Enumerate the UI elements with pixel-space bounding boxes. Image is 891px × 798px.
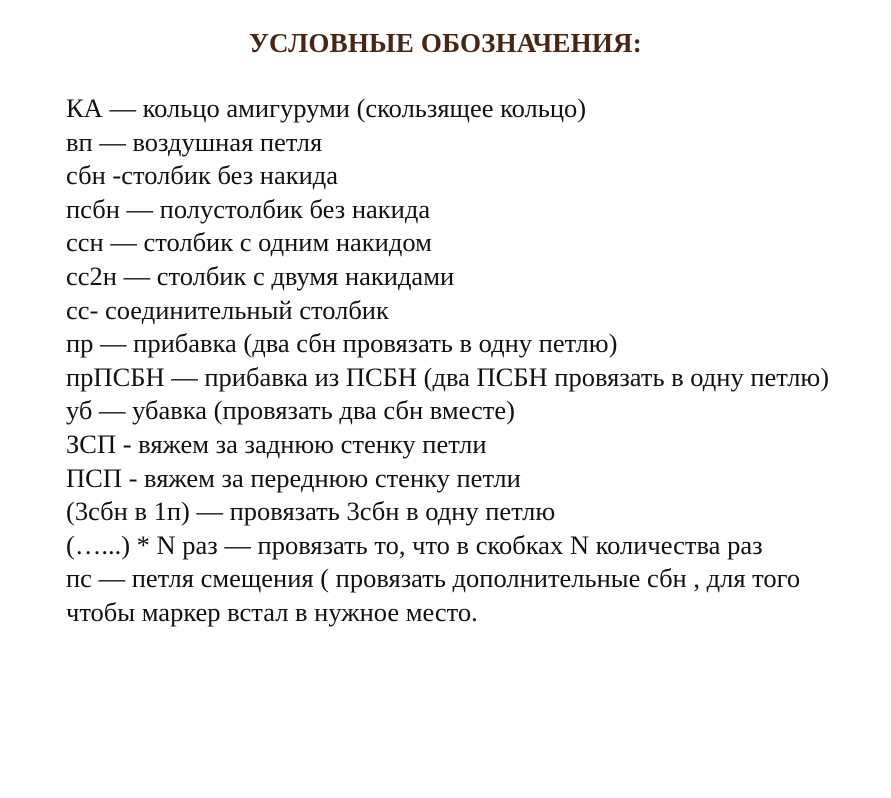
- list-item: КА — кольцо амигуруми (скользящее кольцо): [66, 93, 587, 123]
- list-item: сс2н — столбик с двумя накидами: [66, 260, 455, 291]
- list-item: пс — петля смещения ( провязать дополнительные сбн , для того чтобы маркер встал в нужное место.: [66, 563, 801, 627]
- list-item: сс- соединительный столбик: [66, 294, 389, 325]
- abbreviation-list: [66, 92, 856, 630]
- page-title: УСЛОВНЫЕ ОБОЗНАЧЕНИЯ:: [249, 28, 642, 58]
- list-item: (…...) * N раз — провязать то, что в скобках N количества раз: [66, 529, 763, 560]
- list-item: ссн — столбик с одним накидом: [66, 227, 432, 258]
- list-item: вп — воздушная петля: [66, 126, 323, 157]
- list-item: (3сбн в 1п) — провязать 3сбн в одну петлю: [66, 496, 556, 527]
- list-item: прПСБН — прибавка из ПСБН (два ПСБН провязать в одну петлю): [66, 361, 830, 392]
- list-item: сбн -столбик без накида: [66, 160, 339, 191]
- list-item: пр — прибавка (два сбн провязать в одну петлю): [66, 328, 618, 359]
- list-item: псбн — полустолбик без накида: [66, 193, 431, 224]
- list-item: ПСП - вяжем за переднюю стенку петли: [66, 462, 521, 493]
- list-item: уб — убавка (провязать два сбн вместе): [66, 395, 515, 426]
- list-item: ЗСП - вяжем за заднюю стенку петли: [66, 428, 487, 459]
